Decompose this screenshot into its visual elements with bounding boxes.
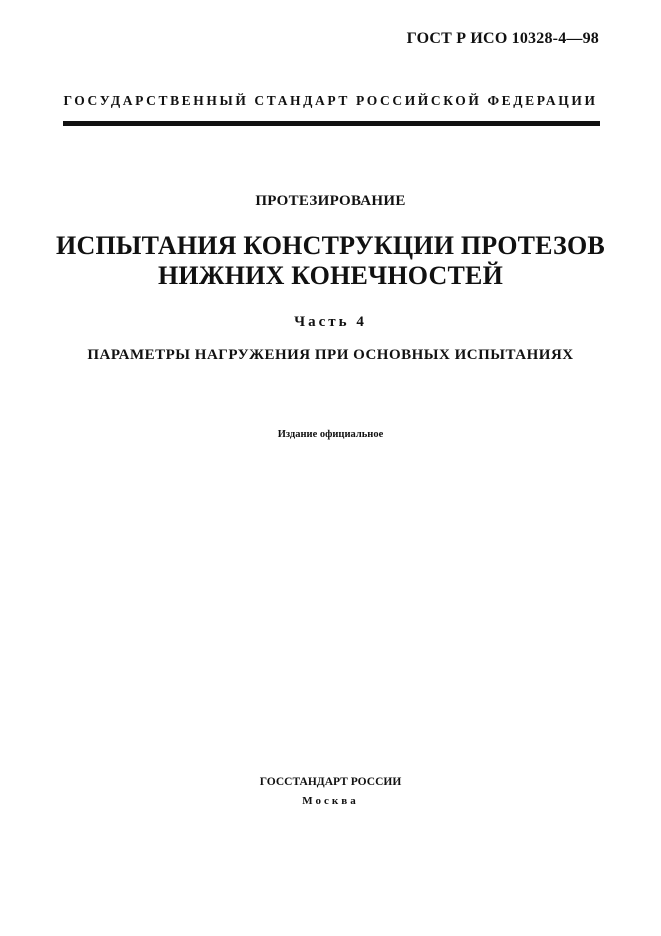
main-title-line-2: НИЖНИХ КОНЕЧНОСТЕЙ (157, 261, 503, 290)
header-divider (63, 121, 600, 126)
main-title (0, 231, 661, 291)
document-number: ГОСТ Р ИСО 10328-4—98 (406, 30, 599, 47)
publisher: ГОССТАНДАРТ РОССИИ (259, 776, 402, 788)
state-standard-heading: ГОСУДАРСТВЕННЫЙ СТАНДАРТ РОССИЙСКОЙ ФЕДЕРАЦИИ (63, 93, 598, 108)
part-label: Часть 4 (294, 314, 367, 330)
category-heading: ПРОТЕЗИРОВАНИЕ (255, 193, 406, 209)
main-title-line-1: ИСПЫТАНИЯ КОНСТРУКЦИИ ПРОТЕЗОВ (56, 231, 605, 260)
publication-city: Москва (302, 795, 359, 807)
subtitle: ПАРАМЕТРЫ НАГРУЖЕНИЯ ПРИ ОСНОВНЫХ ИСПЫТАНИЯХ (87, 347, 574, 363)
edition-label: Издание официальное (277, 429, 384, 440)
